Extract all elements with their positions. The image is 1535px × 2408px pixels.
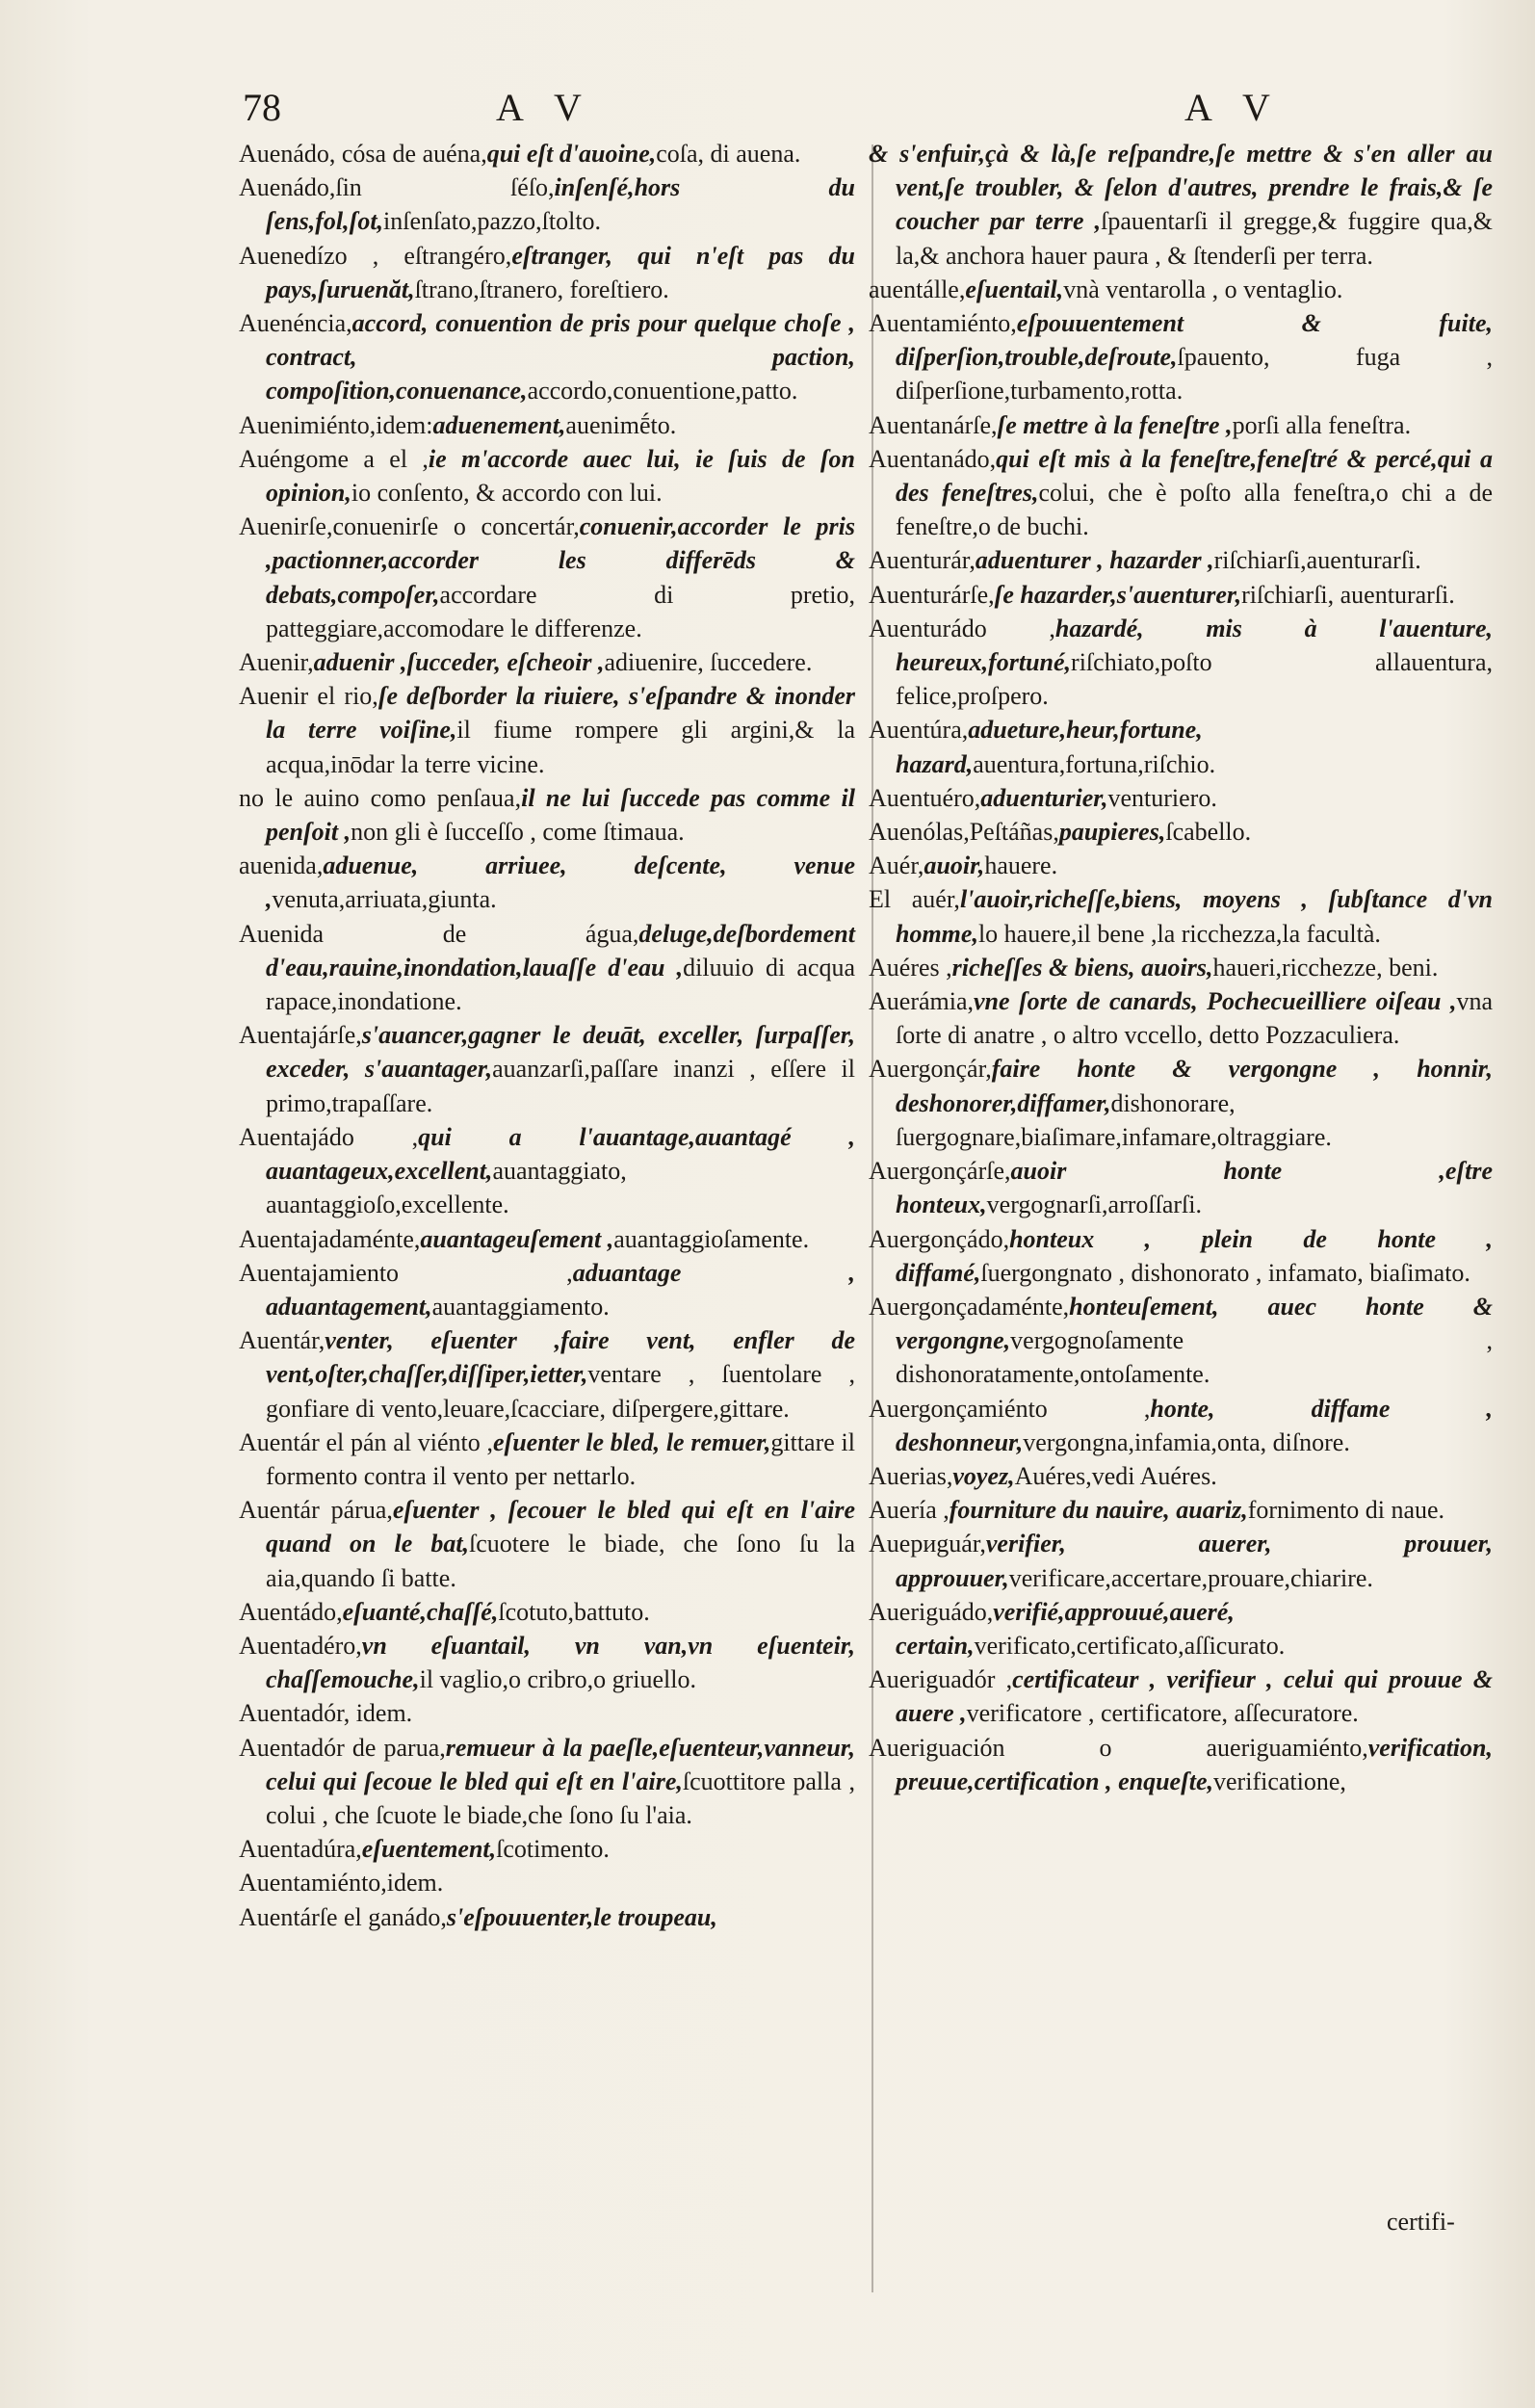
entry-headword: Auenádo, cósa de auéna,	[239, 140, 487, 168]
entry-italian: auenimḗto.	[565, 410, 677, 439]
dictionary-entry	[869, 849, 1493, 882]
entry-french: vn eſuantail, vn van,vn eſuenteir, chaſſemouche,	[266, 1631, 855, 1694]
entry-french: richeſſes & biens, auoirs,	[951, 953, 1213, 982]
entry-french: qui eſt d'auoine,	[486, 140, 657, 168]
entry-headword: Auentádo,	[239, 1597, 343, 1626]
entry-headword: Auenturárſe,	[869, 580, 995, 609]
dictionary-entry	[869, 408, 1493, 442]
dictionary-entry	[239, 1323, 855, 1426]
entry-french: fourniture du nauire, auariz,	[949, 1496, 1248, 1525]
entry-italian: hauere.	[984, 851, 1058, 880]
entry-french: conuenir,accorder le pris ,pactionner,accorder les differēds & debats,compoſer,	[266, 512, 855, 609]
entry-italian: ſpauentarſi il gregge,& fuggire qua,& la,& anchora hauer paura , & ſtenderſi per terra.	[896, 207, 1493, 270]
dictionary-entry	[869, 1154, 1493, 1221]
entry-headword: Auentajadaménte,	[239, 1224, 421, 1253]
entry-italian: accordo,conuentione,patto.	[527, 377, 798, 406]
entry-french: ie m'accorde auec lui, ie ſuis de ſon opinion,	[266, 444, 855, 508]
entry-headword: Auentúra,	[869, 716, 969, 745]
dictionary-entry	[869, 1662, 1493, 1730]
entry-french: honteux , plein de honte , diffamé,	[896, 1224, 1493, 1287]
entry-french: l'auoir,richeſſe,biens, moyens , ſubſtance d'vn homme,	[896, 885, 1493, 948]
dictionary-entry	[869, 543, 1493, 577]
entry-headword: Auerias,	[869, 1461, 953, 1490]
dictionary-entry	[869, 1392, 1493, 1459]
entry-italian: il fiume rompere gli argini,& la acqua,inōdar la terre vicine.	[266, 716, 855, 778]
entry-italian: riſchiarſi,auenturarſi.	[1213, 546, 1421, 575]
entry-french: ſe deſborder la riuiere, s'eſpandre & inonder la terre voiſine,	[266, 682, 855, 745]
entry-headword: El auér,	[869, 885, 960, 914]
dictionary-entry	[239, 849, 855, 916]
entry-headword: Auentajádo ,	[239, 1122, 419, 1151]
entry-italian: ſcabello.	[1165, 818, 1252, 847]
entry-headword: Auentuéro,	[869, 783, 981, 812]
entry-italian: gittare il formento contra il vento per nettarlo.	[266, 1427, 855, 1490]
entry-french: aduenturier,	[980, 783, 1108, 812]
entry-headword: Auenirſe,conuenirſe o concertár,	[239, 512, 580, 541]
entry-french: aduenement,	[432, 410, 566, 439]
entry-italian: Auéres,vedi Auéres.	[1014, 1461, 1217, 1490]
entry-french: honte, diffame , deshonneur,	[896, 1394, 1493, 1456]
entry-french: ſe hazarder,s'auenturer,	[994, 580, 1242, 609]
dictionary-entry	[869, 1527, 1493, 1594]
entry-italian: lo hauere,il bene ,la ricchezza,la facultà.	[977, 919, 1381, 948]
entry-italian: verificatore , certificatore, aſſecuratore.	[966, 1699, 1359, 1728]
dictionary-entry	[239, 1018, 855, 1120]
entry-headword: Auenimiénto,idem:	[239, 410, 433, 439]
entry-french: verification, preuue,certification , enqueſte,	[896, 1733, 1493, 1795]
entry-headword: Auentanádo,	[869, 444, 997, 473]
dictionary-entry	[239, 1426, 855, 1493]
dictionary-entry	[239, 1629, 855, 1696]
dictionary-entry	[239, 781, 855, 849]
entry-headword: auenida,	[239, 851, 324, 880]
entry-french: paupieres,	[1058, 818, 1166, 847]
entry-headword: Auenida de água,	[239, 919, 639, 948]
entry-french: auoir honte ,eſtre honteux,	[896, 1157, 1493, 1219]
entry-french: aduenir ,ſucceder, eſcheoir ,	[313, 648, 605, 677]
entry-french: il ne lui ſuccede pas comme il penſoit ,	[266, 783, 855, 847]
entry-italian: ſtrano,ſtranero, foreſtiero.	[414, 275, 669, 303]
dictionary-entry	[869, 951, 1493, 984]
entry-italian: ſcuottitore palla , colui , che ſcuote le biade,che ſono ſu l'aia.	[266, 1767, 855, 1829]
entry-italian: venuta,arriuata,giunta.	[272, 885, 497, 914]
entry-french: & s'enfuir,çà & là,ſe reſpandre,ſe mettre & s'en aller au vent,ſe troubler, & ſelon d'autres, prendre le frais,& ſe coucher par terre ,	[869, 140, 1493, 236]
entry-italian: riſchiarſi, auenturarſi.	[1241, 580, 1455, 609]
entry-headword: Auentár el pán al viénto ,	[239, 1427, 494, 1456]
entry-french: eſuanté,chaſſé,	[342, 1597, 499, 1626]
entry-french: qui eſt mis à la feneſtre,feneſtré & percé,qui a des feneſtres,	[896, 444, 1493, 508]
entry-italian: verificatione,	[1213, 1767, 1346, 1795]
dictionary-entry	[239, 408, 855, 442]
dictionary-entry	[869, 1595, 1493, 1662]
entry-headword: Auergonçár,	[869, 1055, 992, 1084]
entry-italian: ventare , ſuentolare , gonfiare di vento,leuare,ſcacciare, diſpergere,gittare.	[266, 1360, 855, 1423]
dictionary-entry	[869, 713, 1493, 780]
dictionary-entry	[239, 1731, 855, 1833]
dictionary-entry	[239, 442, 855, 510]
dictionary-entry	[239, 1866, 855, 1899]
entry-italian: vergongna,infamia,onta, diſnore.	[1023, 1427, 1350, 1456]
entry-french: ſe mettre à la feneſtre ,	[997, 410, 1233, 439]
entry-french: accord, conuention de pris pour quelque choſe , contract, paction, compoſition,conuenance,	[266, 309, 855, 406]
entry-headword: Auentadúra,	[239, 1835, 362, 1864]
dictionary-entry	[239, 1222, 855, 1256]
entry-italian: vnà ventarolla , o ventaglio.	[1063, 275, 1343, 303]
entry-french: hazardé, mis à l'auenture, heureux,fortuné,	[896, 614, 1493, 677]
entry-italian: verificato,certificato,aſſicurato.	[974, 1631, 1286, 1660]
entry-headword: Auеriguádo,	[869, 1597, 994, 1626]
entry-italian: diluuio di acqua rapace,inondatione.	[266, 953, 856, 1016]
dictionary-entry	[869, 1731, 1493, 1798]
dictionary-entry	[869, 1052, 1493, 1154]
entry-headword: Auеriguación o aueriguamiénto,	[869, 1733, 1368, 1762]
entry-italian: inſenſato,pazzo,ſtolto.	[383, 207, 602, 236]
entry-italian: ſpauento, fuga , diſperſione,turbamento,rotta.	[896, 343, 1493, 406]
entry-french: faire honte & vergongne , honnir, deshonorer,diffamer,	[896, 1055, 1493, 1117]
dictionary-entry	[869, 1222, 1493, 1290]
running-header	[0, 85, 1535, 143]
entry-french: aduenturer , hazarder ,	[975, 546, 1214, 575]
dictionary-entry	[869, 882, 1493, 950]
entry-italian: dishonorare, ſuergognare,biaſimare,infamare,oltraggiare.	[896, 1088, 1332, 1151]
dictionary-entry	[869, 781, 1493, 815]
dictionary-entry	[239, 1696, 855, 1730]
entry-french: eſpouuentement & fuite, diſperſion,trouble,deſroute,	[896, 309, 1493, 372]
entry-headword: Auentárſe el ganádo,	[239, 1902, 447, 1931]
entry-headword: Auenturár,	[869, 546, 976, 575]
entry-french: eſuentail,	[965, 275, 1064, 303]
entry-french: honteuſement, auec honte & vergongne,	[896, 1292, 1493, 1355]
entry-french: auoir,	[924, 851, 985, 880]
entry-headword: Auenólas,Peſtáñas,	[869, 818, 1059, 847]
entry-headword: Auería ,	[869, 1496, 950, 1525]
dictionary-entry	[239, 137, 855, 170]
dictionary-entry	[869, 1459, 1493, 1493]
dictionary-entry	[869, 984, 1493, 1052]
entry-french: certificateur , verifieur , celui qui prouue & auere ,	[896, 1665, 1493, 1728]
entry-italian: haueri,ricchezze, beni.	[1212, 953, 1439, 982]
entry-french: eſtranger, qui n'eſt pas du pays,ſuruenăt,	[266, 241, 855, 303]
entry-italian: verificare,accertare,prouare,chiarire.	[1008, 1563, 1373, 1592]
dictionary-entry	[239, 1832, 855, 1866]
entry-french: s'eſpouuenter,le troupeau,	[446, 1902, 717, 1931]
entry-headword: Auenádo,ſin ſéſo,	[239, 173, 555, 202]
dictionary-entry	[869, 273, 1493, 306]
left-column-header: A V	[496, 86, 593, 129]
entry-headword: Auenedízo , eſtrangéro,	[239, 241, 512, 270]
entry-italian: riſchiato,poſto allauentura, felice,proſpero.	[896, 648, 1493, 711]
entry-headword: Auentadéro,	[239, 1631, 362, 1660]
entry-italian: ſcotimento.	[496, 1835, 610, 1864]
dictionary-entry	[239, 170, 855, 238]
entry-headword: Auéngome a el ,	[239, 444, 429, 473]
entry-headword: Auenturádo ,	[869, 614, 1055, 642]
entry-headword: Auergonçamiénto ,	[869, 1394, 1151, 1423]
dictionary-entry	[239, 1900, 855, 1934]
dictionary-entry	[869, 306, 1493, 408]
entry-french: verifié,approuué,aueré, certain,	[896, 1597, 1235, 1660]
entry-french: verifier, auerer, prouuer, approuuer,	[896, 1530, 1493, 1592]
left-column	[239, 137, 855, 1934]
dictionary-entry	[869, 1493, 1493, 1527]
entry-italian: vergognarſi,arroſſarſi.	[986, 1191, 1202, 1219]
entry-italian: accordare di pretio, patteggiare,accomodare le differenze.	[266, 580, 855, 642]
entry-headword: Auentamiénto,idem.	[239, 1869, 444, 1898]
entry-italian: io conſento, & accordo con lui.	[351, 479, 663, 508]
dictionary-entry	[239, 1493, 855, 1595]
page-number: 78	[243, 86, 281, 129]
dictionary-entry	[869, 137, 1493, 273]
entry-french: aduantage , aduantagement,	[266, 1258, 855, 1321]
entry-headword: Auér,	[869, 851, 924, 880]
entry-headword: Auentár,	[239, 1326, 325, 1355]
entry-french: adueture,heur,fortune, hazard,	[896, 716, 1203, 778]
entry-italian: il vaglio,o cribro,o griuello.	[419, 1665, 696, 1694]
entry-french: qui a l'auantage,auantagé , auantageux,excellent,	[266, 1122, 856, 1186]
entry-headword: Auenir,	[239, 648, 314, 677]
entry-headword: Auentanárſe,	[869, 410, 998, 439]
entry-italian: vergognoſamente , dishonoratamente,ontoſamente.	[896, 1326, 1493, 1389]
entry-italian: ſcotuto,battuto.	[498, 1597, 650, 1626]
entry-french: aduenue, arriuee, deſcente, venue ,	[266, 851, 855, 914]
entry-french: auantageuſement ,	[420, 1224, 614, 1253]
entry-italian: porſi alla feneſtra.	[1232, 410, 1412, 439]
entry-headword: auentálle,	[869, 275, 966, 303]
entry-italian: auanzarſi,paſſare inanzi , eſſere il primo,trapaſſare.	[266, 1055, 855, 1117]
right-column-header: A V	[1184, 86, 1282, 129]
entry-italian: vna ſorte di anatre , o altro vccello, detto Pozzaculiera.	[896, 987, 1493, 1050]
entry-headword: Auergonçárſe,	[869, 1157, 1011, 1186]
entry-headword: Auentár párua,	[239, 1496, 393, 1525]
dictionary-entry	[869, 612, 1493, 714]
entry-french: vne ſorte de canards, Pochecueilliere oiſeau ,	[974, 987, 1457, 1016]
dictionary-entry	[239, 679, 855, 781]
entry-headword: Auergonçadaménte,	[869, 1292, 1070, 1321]
entry-italian: ſcuotere le biade, che ſono ſu la aia,quando ſi batte.	[266, 1530, 855, 1592]
dictionary-entry	[869, 1290, 1493, 1392]
entry-italian: auantaggiamento.	[431, 1292, 610, 1321]
entry-headword: Auериguár,	[869, 1530, 986, 1558]
right-column	[869, 137, 1493, 1798]
entry-italian: auantaggioſamente.	[613, 1224, 810, 1253]
entry-headword: Auentadór de parua,	[239, 1733, 446, 1762]
entry-french: inſenſé,hors du ſens,fol,ſot,	[266, 173, 855, 236]
catchword: certifi-	[1387, 2208, 1455, 2236]
entry-headword: Auеriguadór ,	[869, 1665, 1013, 1694]
dictionary-entry	[239, 1595, 855, 1629]
entry-french: eſuenter , ſecouer le bled qui eſt en l'aire quand on le bat,	[266, 1496, 855, 1558]
entry-headword: Auerámia,	[869, 987, 975, 1016]
entry-headword: Auenéncia,	[239, 309, 352, 338]
entry-french: eſuenter le bled, le remuer,	[493, 1427, 771, 1456]
entry-french: voyez,	[952, 1461, 1015, 1490]
entry-headword: Auéres ,	[869, 953, 952, 982]
dictionary-entry	[239, 306, 855, 408]
entry-italian: coſa, di auena.	[656, 140, 801, 168]
entry-french: eſuentement,	[361, 1835, 497, 1864]
entry-italian: adiuenire, ſuccedere.	[604, 648, 813, 677]
entry-headword: Auentajamiento ,	[239, 1258, 573, 1287]
entry-italian: auantaggiato, auantaggioſo,excellente.	[266, 1157, 627, 1219]
dictionary-entry	[239, 239, 855, 306]
entry-headword: Auentamiénto,	[869, 309, 1017, 338]
entry-headword: no le auino como penſaua,	[239, 783, 522, 812]
entry-french: venter, eſuenter ,faire vent, enfler de vent,oſter,chaſſer,diſſiper,ietter,	[266, 1326, 855, 1389]
entry-italian: fornimento di naue.	[1247, 1496, 1445, 1525]
dictionary-entry	[239, 645, 855, 679]
entry-french: deluge,deſbordement d'eau,rauine,inondation,lauaſſe d'eau ,	[266, 919, 855, 982]
entry-headword: Auentadór, idem.	[239, 1699, 413, 1728]
dictionary-entry	[239, 917, 855, 1019]
entry-italian: venturiero.	[1107, 783, 1217, 812]
dictionary-entry	[869, 442, 1493, 544]
dictionary-entry	[239, 510, 855, 645]
dictionary-entry	[239, 1256, 855, 1323]
entry-italian: ſuergongnato , dishonorato , infamato, biaſimato.	[980, 1258, 1470, 1287]
entry-italian: colui, che è poſto alla feneſtra,o chi a de feneſtre,o de buchi.	[896, 479, 1494, 541]
entry-italian: auentura,fortuna,riſchio.	[973, 749, 1216, 778]
entry-french: s'auancer,gagner le deuāt, exceller, ſurpaſſer, exceder, s'auantager,	[266, 1021, 855, 1084]
dictionary-entry	[869, 578, 1493, 612]
dictionary-entry	[869, 815, 1493, 849]
entry-headword: Auenir el rio,	[239, 682, 378, 711]
dictionary-entry	[239, 1120, 855, 1222]
entry-italian: non gli è ſucceſſo , come ſtimaua.	[351, 818, 685, 847]
entry-headword: Auergonçádo,	[869, 1224, 1010, 1253]
entry-french: remueur à la paeſle,eſuenteur,vanneur, celui qui ſecoue le bled qui eſt en l'aire,	[266, 1733, 855, 1795]
entry-headword: Auentajárſe,	[239, 1021, 362, 1050]
